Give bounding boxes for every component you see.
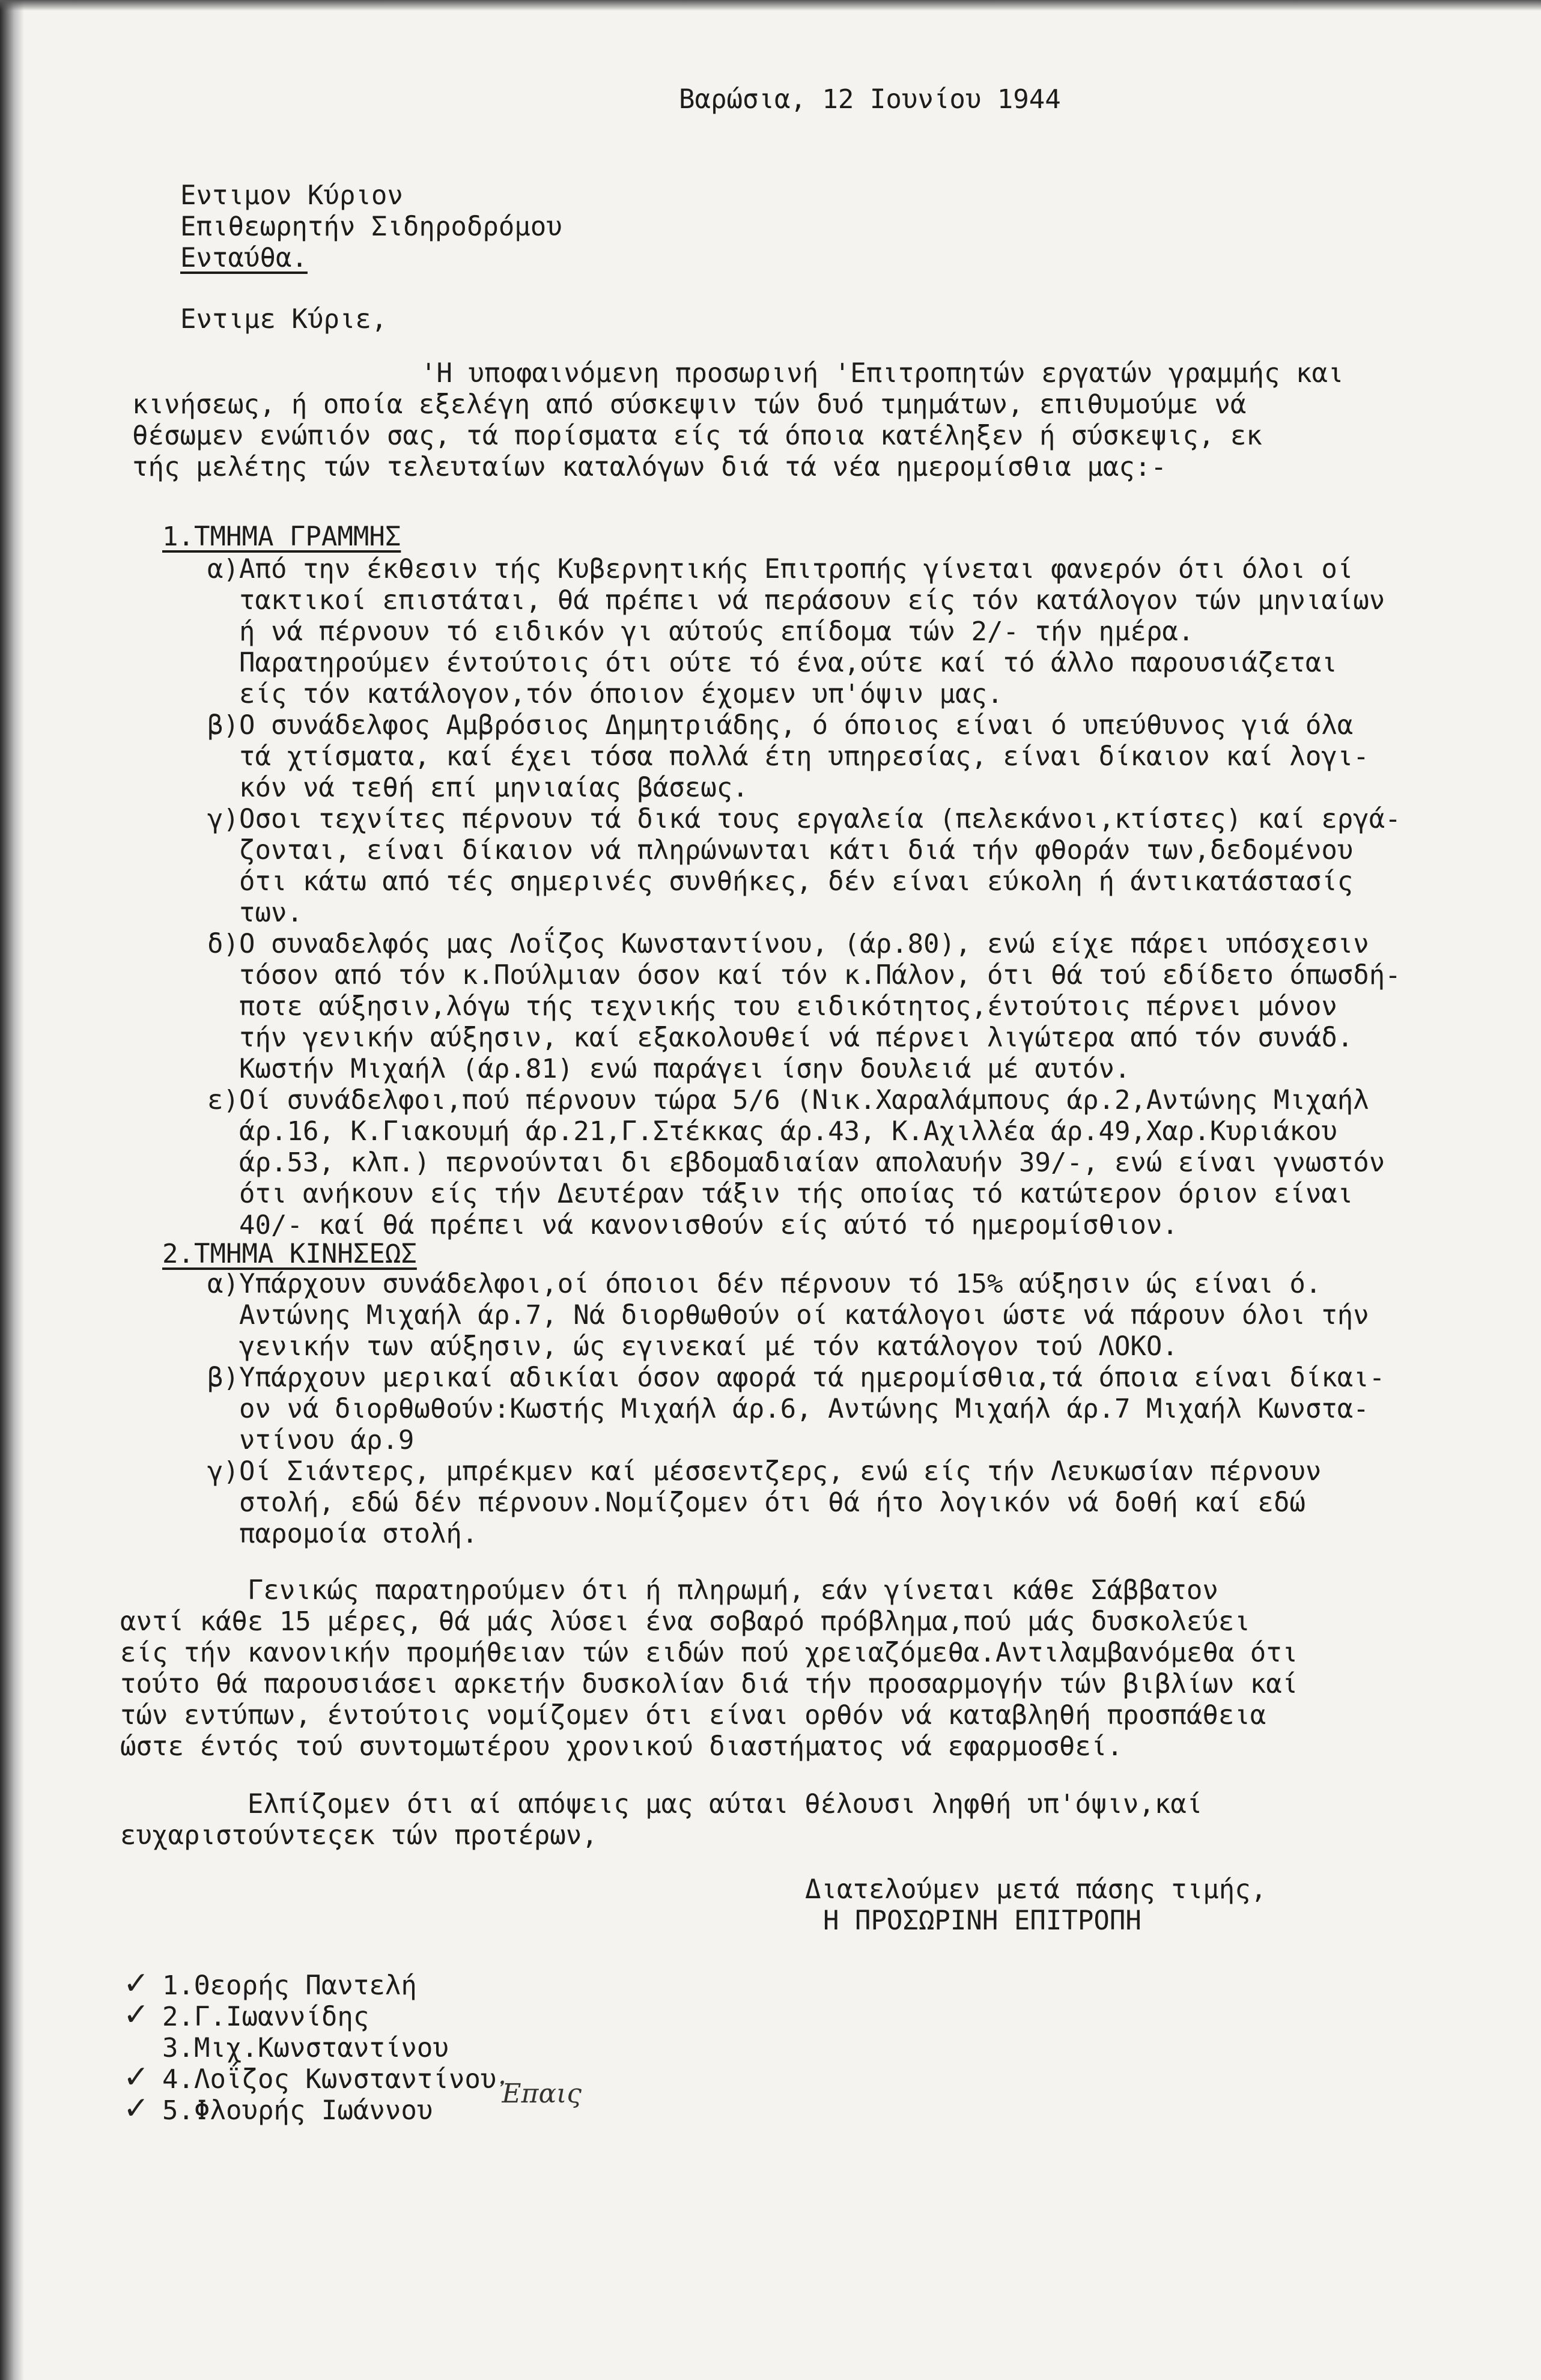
- signatory-name: 2.Γ.Ιωαννίδης: [162, 2002, 369, 2032]
- text-line: α)Από την έκθεσιν τής Κυβερνητικής Επιτροπής γίνεται φανερόν ότι όλοι οί: [207, 554, 1354, 584]
- intro-line: τής μελέτης τών τελευταίων καταλόγων διά τά νέα ημερομίσθια μας:-: [132, 452, 1167, 482]
- signatory-name: 1.Θεορής Παντελή: [162, 1970, 417, 2001]
- text-line: β)Ο συνάδελφος Αμβρόσιος Δημητριάδης, ό όποιος είναι ό υπεύθυνος γιά όλα: [207, 710, 1354, 741]
- text-line: τακτικοί επιστάται, θά πρέπει νά περάσουν είς τόν κατάλογον τών μηνιαίων: [207, 585, 1385, 616]
- text-line: ε)Οί συνάδελφοι,πού πέρνουν τώρα 5/6 (Νικ.Χαραλάμπους άρ.2,Αντώνης Μιχαήλ: [207, 1085, 1369, 1116]
- signoff-line: Διατελούμεν μετά πάσης τιμής,: [805, 1874, 1267, 1905]
- address-line-3: Ενταύθα.: [180, 243, 308, 273]
- text-line: αντί κάθε 15 μέρες, θά μάς λύσει ένα σοβαρό πρόβλημα,πού μάς δυσκολεύει: [120, 1606, 1250, 1637]
- text-line: τά χτίσματα, καί έχει τόσα πολλά έτη υπηρεσίας, είναι δίκαιον καί λογι-: [207, 741, 1369, 772]
- intro-line: κινήσεως, ή οποία εξελέγη από σύσκεψιν τών δυό τμημάτων, επιθυμούμε νά: [132, 389, 1247, 420]
- address-line-1: Εντιμον Κύριον: [180, 180, 403, 211]
- handwritten-initials: Ἐπαις: [499, 2078, 582, 2109]
- text-line: Αντώνης Μιχαήλ άρ.7, Νά διορθωθούν οί κατάλογοι ώστε νά πάρουν όλοι τήν: [207, 1300, 1369, 1331]
- check-mark-icon: ✓: [123, 2059, 150, 2095]
- check-mark-icon: ✓: [123, 1966, 150, 2002]
- text-line: ζονται, είναι δίκαιον νά πληρώνωνται κάτι διά τήν φθοράν των,δεδομένου: [207, 835, 1354, 866]
- text-line: παρομοία στολή.: [207, 1519, 478, 1549]
- text-line: είς τήν κανονικήν προμήθειαν τών ειδών πού χρειαζόμεθα.Αντιλαμβανόμεθα ότι: [120, 1638, 1298, 1668]
- text-line: γ)Οί Σιάντερς, μπρέκμεν καί μέσσεντζερς, ενώ είς τήν Λευκωσίαν πέρνουν: [207, 1456, 1322, 1487]
- text-line: ότι ανήκουν είς τήν Δευτέραν τάξιν τής οποίας τό κατώτερον όριον είναι: [207, 1179, 1354, 1209]
- check-mark-icon: ✓: [123, 1997, 150, 2033]
- text-line: ώστε έντός τού συντομωτέρου χρονικού διαστήματος νά εφαρμοσθεί.: [120, 1731, 1123, 1762]
- text-line: τόσον από τόν κ.Πούλμιαν όσον καί τόν κ.Πάλον, ότι θά τού εδίδετο όπωσδή-: [207, 960, 1401, 991]
- text-line: γενικήν των αύξησιν, ώς εγινεκαί μέ τόν κατάλογον τού ΛΟΚΟ.: [207, 1331, 1178, 1362]
- text-line: τών εντύπων, έντούτοις νομίζομεν ότι είναι ορθόν νά καταβληθή προσπάθεια: [120, 1700, 1266, 1731]
- text-line: Παρατηρούμεν έντούτοις ότι ούτε τό ένα,ούτε καί τό άλλο παρουσιάζεται: [207, 648, 1337, 678]
- text-line: Κωστήν Μιχαήλ (άρ.81) ενώ παράγει ίσην δουλειά μέ αυτόν.: [207, 1054, 1131, 1084]
- salutation: Εντιμε Κύριε,: [180, 304, 388, 335]
- text-line: β)Υπάρχουν μερικαί αδικίαι όσον αφορά τά ημερομίσθια,τά όποια είναι δίκαι-: [207, 1362, 1385, 1393]
- text-line: άρ.16, Κ.Γιακουμή άρ.21,Γ.Στέκκας άρ.43, Κ.Αχιλλέα άρ.49,Χαρ.Κυριάκου: [207, 1116, 1337, 1147]
- text-line: στολή, εδώ δέν πέρνουν.Νομίζομεν ότι θά ήτο λογικόν νά δοθή καί εδώ: [207, 1487, 1305, 1518]
- scan-edge-top: [0, 0, 1541, 11]
- date-line: Βαρώσια, 12 Ιουνίου 1944: [679, 84, 1061, 115]
- text-line: ποτε αύξησιν,λόγω τής τεχνικής του ειδικότητος,έντούτοις πέρνει μόνον: [207, 991, 1337, 1022]
- text-line: ευχαριστούντεςεκ τών προτέρων,: [120, 1820, 598, 1851]
- text-line: κόν νά τεθή επί μηνιαίας βάσεως.: [207, 773, 749, 803]
- text-line: 40/- καί θά πρέπει νά κανονισθούν είς αύτό τό ημερομίσθιον.: [207, 1210, 1178, 1240]
- check-mark-icon: ✓: [123, 2090, 150, 2127]
- intro-line: θέσωμεν ενώπιόν σας, τά πορίσματα είς τά όποια κατέληξεν ή σύσκεψις, εκ: [132, 420, 1262, 451]
- signatory-name: 4.Λοΐζος Κωνσταντίνου: [162, 2064, 497, 2095]
- text-line: Ελπίζομεν ότι αί απόψεις μας αύται θέλουσι ληφθή υπ'όψιν,καί: [120, 1789, 1203, 1820]
- text-line: τούτο θά παρουσιάσει αρκετήν δυσκολίαν διά τήν προσαρμογήν τών βιβλίων καί: [120, 1669, 1298, 1699]
- text-line: ον νά διορθωθούν:Κωστής Μιχαήλ άρ.6, Αντώνης Μιχαήλ άρ.7 Μιχαήλ Κωνστα-: [207, 1394, 1369, 1424]
- text-line: τήν γενικήν αύξησιν, καί εξακολουθεί νά πέρνει λιγώτερα από τόν συνάδ.: [207, 1022, 1354, 1053]
- signatory-name: 3.Μιχ.Κωνσταντίνου: [162, 2033, 449, 2063]
- scan-edge-left: [0, 0, 24, 2380]
- text-line: Γενικώς παρατηρούμεν ότι ή πληρωμή, εάν γίνεται κάθε Σάββατον: [120, 1575, 1218, 1606]
- address-line-2: Επιθεωρητήν Σιδηροδρόμου: [180, 211, 562, 242]
- intro-line: 'Η υποφαινόμενη προσωρινή 'Επιτροπητών εργατών γραμμής και: [421, 358, 1344, 389]
- text-line: άρ.53, κλπ.) περνούνται δι εβδομαδιαίαν απολαυήν 39/-, ενώ είναι γνωστόν: [207, 1147, 1385, 1178]
- committee-name: Η ΠΡΟΣΩΡΙΝΗ ΕΠΙΤΡΟΠΗ: [823, 1905, 1141, 1936]
- text-line: ότι κάτω από τές σημερινές συνθήκες, δέν είναι εύκολη ή άντικατάστασίς: [207, 866, 1354, 897]
- section1-title: 1.ΤΜΗΜΑ ΓΡΑΜΜΗΣ: [162, 521, 401, 552]
- signatory-name: 5.Φλουρής Ιωάννου: [162, 2095, 433, 2126]
- text-line: ντίνου άρ.9: [207, 1425, 415, 1456]
- text-line: γ)Οσοι τεχνίτες πέρνουν τά δικά τους εργαλεία (πελεκάνοι,κτίστες) καί εργά-: [207, 804, 1401, 834]
- text-line: των.: [207, 897, 303, 928]
- text-line: ή νά πέρνουν τό ειδικόν γι αύτούς επίδομα τών 2/- τήν ημέρα.: [207, 616, 1194, 647]
- text-line: δ)Ο συναδελφός μας Λοΐζος Κωνσταντίνου, (άρ.80), ενώ είχε πάρει υπόσχεσιν: [207, 929, 1369, 959]
- text-line: είς τόν κατάλογον,τόν όποιον έχομεν υπ'όψιν μας.: [207, 679, 1003, 709]
- section2-title: 2.ΤΜΗΜΑ ΚΙΝΗΣΕΩΣ: [162, 1239, 417, 1269]
- text-line: α)Υπάρχουν συνάδελφοι,οί όποιοι δέν πέρνουν τό 15% αύξησιν ώς είναι ό.: [207, 1269, 1322, 1299]
